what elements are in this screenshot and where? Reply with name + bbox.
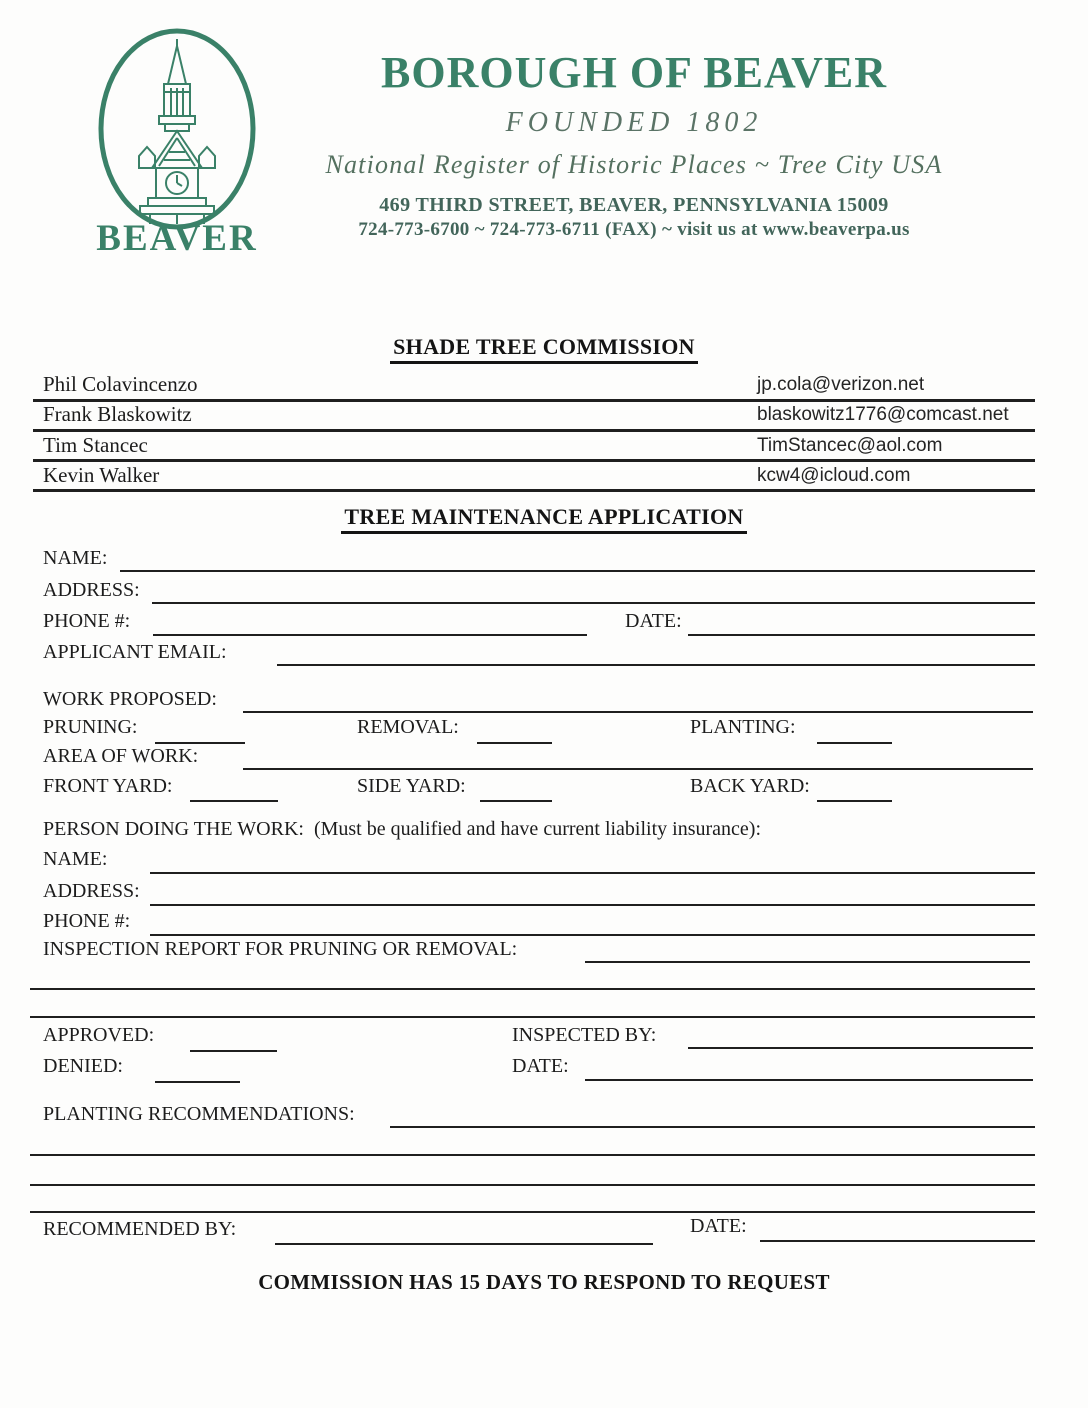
applicant-name-label: NAME: <box>43 547 108 569</box>
register-line: National Register of Historic Places ~ Tree City USA <box>325 150 943 180</box>
side-yard-label: SIDE YARD: <box>357 775 466 797</box>
pruning-line <box>155 742 245 744</box>
planting-recommendations-line <box>390 1126 1035 1128</box>
removal-label: REMOVAL: <box>357 716 459 738</box>
applicant-email-label: APPLICANT EMAIL: <box>43 641 227 663</box>
area-of-work-label: AREA OF WORK: <box>43 745 199 767</box>
member-email: TimStancec@aol.com <box>757 435 943 456</box>
planting-recommendations-continuation-line <box>30 1211 1035 1213</box>
inspection-report-continuation-line <box>30 1016 1035 1018</box>
front-yard-line <box>190 800 278 802</box>
inspection-report-line <box>585 961 1030 963</box>
approved-label: APPROVED: <box>43 1024 155 1046</box>
commission-title: SHADE TREE COMMISSION <box>0 334 1088 364</box>
inspected-by-label: INSPECTED BY: <box>512 1024 657 1046</box>
member-name: Phil Colavincenzo <box>43 372 198 396</box>
applicant-date-line <box>688 634 1035 636</box>
founded-line: FOUNDED 1802 <box>505 107 763 139</box>
approved-line <box>190 1050 277 1052</box>
recommended-by-line <box>275 1243 653 1245</box>
member-name: Frank Blaskowitz <box>43 402 192 426</box>
planting-line <box>817 742 892 744</box>
inspection-report-label: INSPECTION REPORT FOR PRUNING OR REMOVAL: <box>43 938 518 960</box>
worker-address-line <box>150 904 1035 906</box>
recommended-by-label: RECOMMENDED BY: <box>43 1218 237 1240</box>
person-doing-work-label: PERSON DOING THE WORK: (Must be qualified and have current liability insurance): <box>43 818 762 840</box>
member-name: Kevin Walker <box>43 463 160 487</box>
applicant-email-line <box>277 664 1035 666</box>
denied-label: DENIED: <box>43 1055 123 1077</box>
letterhead <box>278 50 990 241</box>
member-row-line <box>33 489 1035 492</box>
recommended-date-label: DATE: <box>690 1215 747 1237</box>
recommended-date-line <box>760 1240 1035 1242</box>
worker-address-label: ADDRESS: <box>43 880 140 902</box>
applicant-phone-label: PHONE #: <box>43 610 131 632</box>
org-name: BOROUGH OF BEAVER <box>381 48 887 97</box>
phone-web-line: 724-773-6700 ~ 724-773-6711 (FAX) ~ visit us at www.beaverpa.us <box>358 219 910 241</box>
applicant-address-label: ADDRESS: <box>43 579 140 601</box>
application-title: TREE MAINTENANCE APPLICATION <box>0 504 1088 534</box>
inspection-report-continuation-line <box>30 988 1035 990</box>
planting-label: PLANTING: <box>690 716 796 738</box>
removal-line <box>477 742 552 744</box>
inspection-date-label: DATE: <box>512 1055 569 1077</box>
inspected-by-line <box>688 1047 1033 1049</box>
worker-name-line <box>150 872 1035 874</box>
back-yard-line <box>817 800 892 802</box>
applicant-phone-line <box>153 634 587 636</box>
area-of-work-line <box>243 768 1033 770</box>
response-time-note: COMMISSION HAS 15 DAYS TO RESPOND TO REQUEST <box>258 1270 830 1294</box>
member-email: blaskowitz1776@comcast.net <box>757 404 1009 425</box>
front-yard-label: FRONT YARD: <box>43 775 173 797</box>
worker-phone-label: PHONE #: <box>43 910 131 932</box>
applicant-date-label: DATE: <box>625 610 682 632</box>
planting-recommendations-continuation-line <box>30 1154 1035 1156</box>
clock-tower-icon <box>92 26 262 258</box>
back-yard-label: BACK YARD: <box>690 775 810 797</box>
work-proposed-line <box>243 711 1033 713</box>
applicant-name-line <box>120 570 1035 572</box>
pruning-label: PRUNING: <box>43 716 138 738</box>
street-address-line: 469 THIRD STREET, BEAVER, PENNSYLVANIA 15009 <box>379 194 889 217</box>
applicant-address-line <box>152 602 1035 604</box>
worker-phone-line <box>150 934 1035 936</box>
member-email: jp.cola@verizon.net <box>757 374 925 395</box>
member-row-line <box>33 429 1035 432</box>
planting-recommendations-continuation-line <box>30 1184 1035 1186</box>
qualification-note: (Must be qualified and have current liability insurance): <box>313 818 762 840</box>
member-row-line <box>33 459 1035 462</box>
denied-line <box>155 1081 240 1083</box>
inspection-date-line <box>585 1079 1033 1081</box>
work-proposed-label: WORK PROPOSED: <box>43 688 217 710</box>
member-email: kcw4@icloud.com <box>757 465 911 486</box>
borough-logo <box>92 26 262 258</box>
member-name: Tim Stancec <box>43 433 148 457</box>
worker-name-label: NAME: <box>43 848 108 870</box>
planting-recommendations-label: PLANTING RECOMMENDATIONS: <box>43 1103 355 1125</box>
logo-beaver-text: BEAVER <box>96 218 258 258</box>
side-yard-line <box>480 800 552 802</box>
